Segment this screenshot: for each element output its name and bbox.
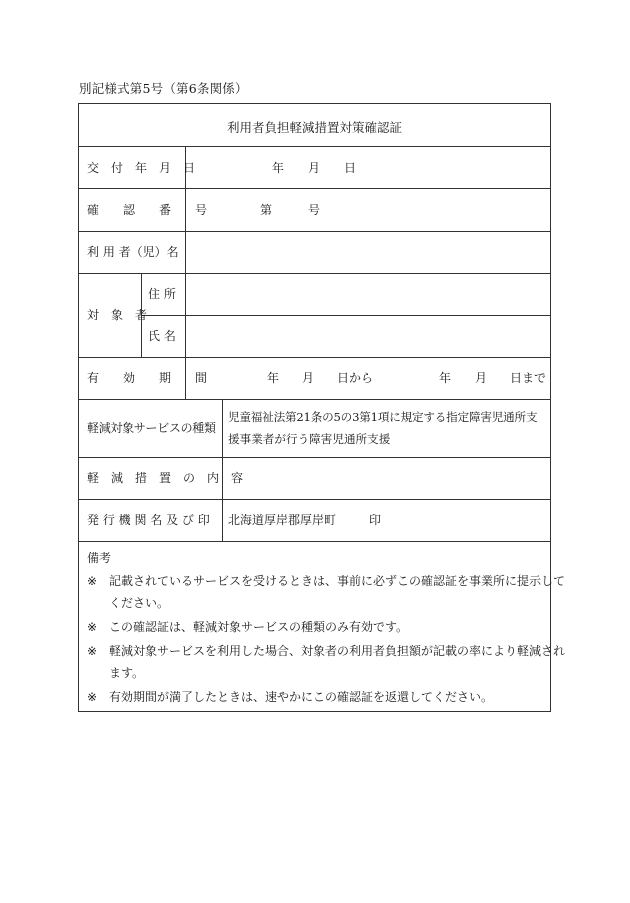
confirmation-number-label: 確 認 番 号 — [87, 203, 208, 217]
issuer-label: 発 行 機 関 名 及 び 印 — [87, 513, 210, 527]
validity-to-day: 日まで — [510, 371, 547, 385]
measure-label: 軽 減 措 置 の 内 容 — [87, 471, 244, 485]
row-divider — [79, 188, 550, 189]
validity-from-year: 年 — [267, 371, 280, 385]
issuer-seal: 印 — [369, 513, 382, 527]
validity-from-month: 月 — [302, 371, 315, 385]
note-item-continuation — [109, 595, 169, 611]
note-text: ます。 — [109, 666, 145, 680]
issue-date-label: 交 付 年 月 日 — [87, 161, 196, 175]
note-item — [87, 689, 493, 705]
confirmation-certificate-form — [78, 103, 566, 712]
row-divider — [79, 399, 550, 400]
validity-label: 有 効 期 間 — [87, 371, 208, 385]
issue-date-day: 日 — [344, 161, 357, 175]
user-name-label: 利 用 者（児）名 — [87, 245, 179, 259]
note-mark: ※ — [87, 620, 98, 634]
subject-address-label: 住 所 — [148, 287, 176, 301]
service-type-label: 軽減対象サービスの種類 — [87, 421, 216, 435]
subject-label: 対 象 者 — [87, 308, 148, 322]
note-text: 軽減対象サービスを利用した場合、対象者の利用者負担額が記載の率により軽減され — [109, 644, 566, 658]
service-type-line1: 児童福祉法第21条の5の3第1項に規定する指定障害児通所支 — [228, 410, 538, 424]
note-text: 記載されているサービスを受けるときは、事前に必ずこの確認証を事業所に提示して — [109, 574, 566, 588]
note-item-continuation — [109, 665, 144, 681]
form-title: 利用者負担軽減措置対策確認証 — [226, 120, 402, 135]
service-type-line2: 援事業者が行う障害児通所支援 — [228, 432, 391, 446]
row-divider — [79, 273, 550, 274]
row-divider — [79, 146, 550, 147]
notes-heading: 備考 — [87, 551, 112, 565]
confirmation-number-prefix: 第 — [260, 203, 273, 217]
validity-to-year: 年 — [439, 371, 452, 385]
row-divider — [141, 315, 550, 316]
row-divider — [79, 499, 550, 500]
form-reference: 別記様式第5号（第6条関係） — [79, 81, 248, 96]
row-divider — [79, 357, 550, 358]
issuer-name: 北海道厚岸郡厚岸町 — [228, 513, 337, 527]
column-divider — [185, 146, 186, 357]
note-text: この確認証は、軽減対象サービスの種類のみ有効です。 — [109, 620, 409, 634]
note-item — [87, 619, 408, 635]
note-mark: ※ — [87, 574, 98, 588]
row-divider — [79, 457, 550, 458]
note-mark: ※ — [87, 690, 98, 704]
issue-date-month: 月 — [308, 161, 321, 175]
note-item — [87, 643, 565, 659]
validity-to-month: 月 — [475, 371, 488, 385]
note-text: ください。 — [109, 596, 170, 610]
subject-name-label: 氏 名 — [148, 329, 176, 343]
note-mark: ※ — [87, 644, 98, 658]
note-item — [87, 573, 565, 589]
issue-date-year: 年 — [272, 161, 285, 175]
validity-from-day: 日から — [337, 371, 374, 385]
row-divider — [79, 541, 550, 542]
row-divider — [79, 231, 550, 232]
note-text: 有効期間が満了したときは、速やかにこの確認証を返還してください。 — [109, 690, 494, 704]
confirmation-number-suffix: 号 — [308, 203, 321, 217]
